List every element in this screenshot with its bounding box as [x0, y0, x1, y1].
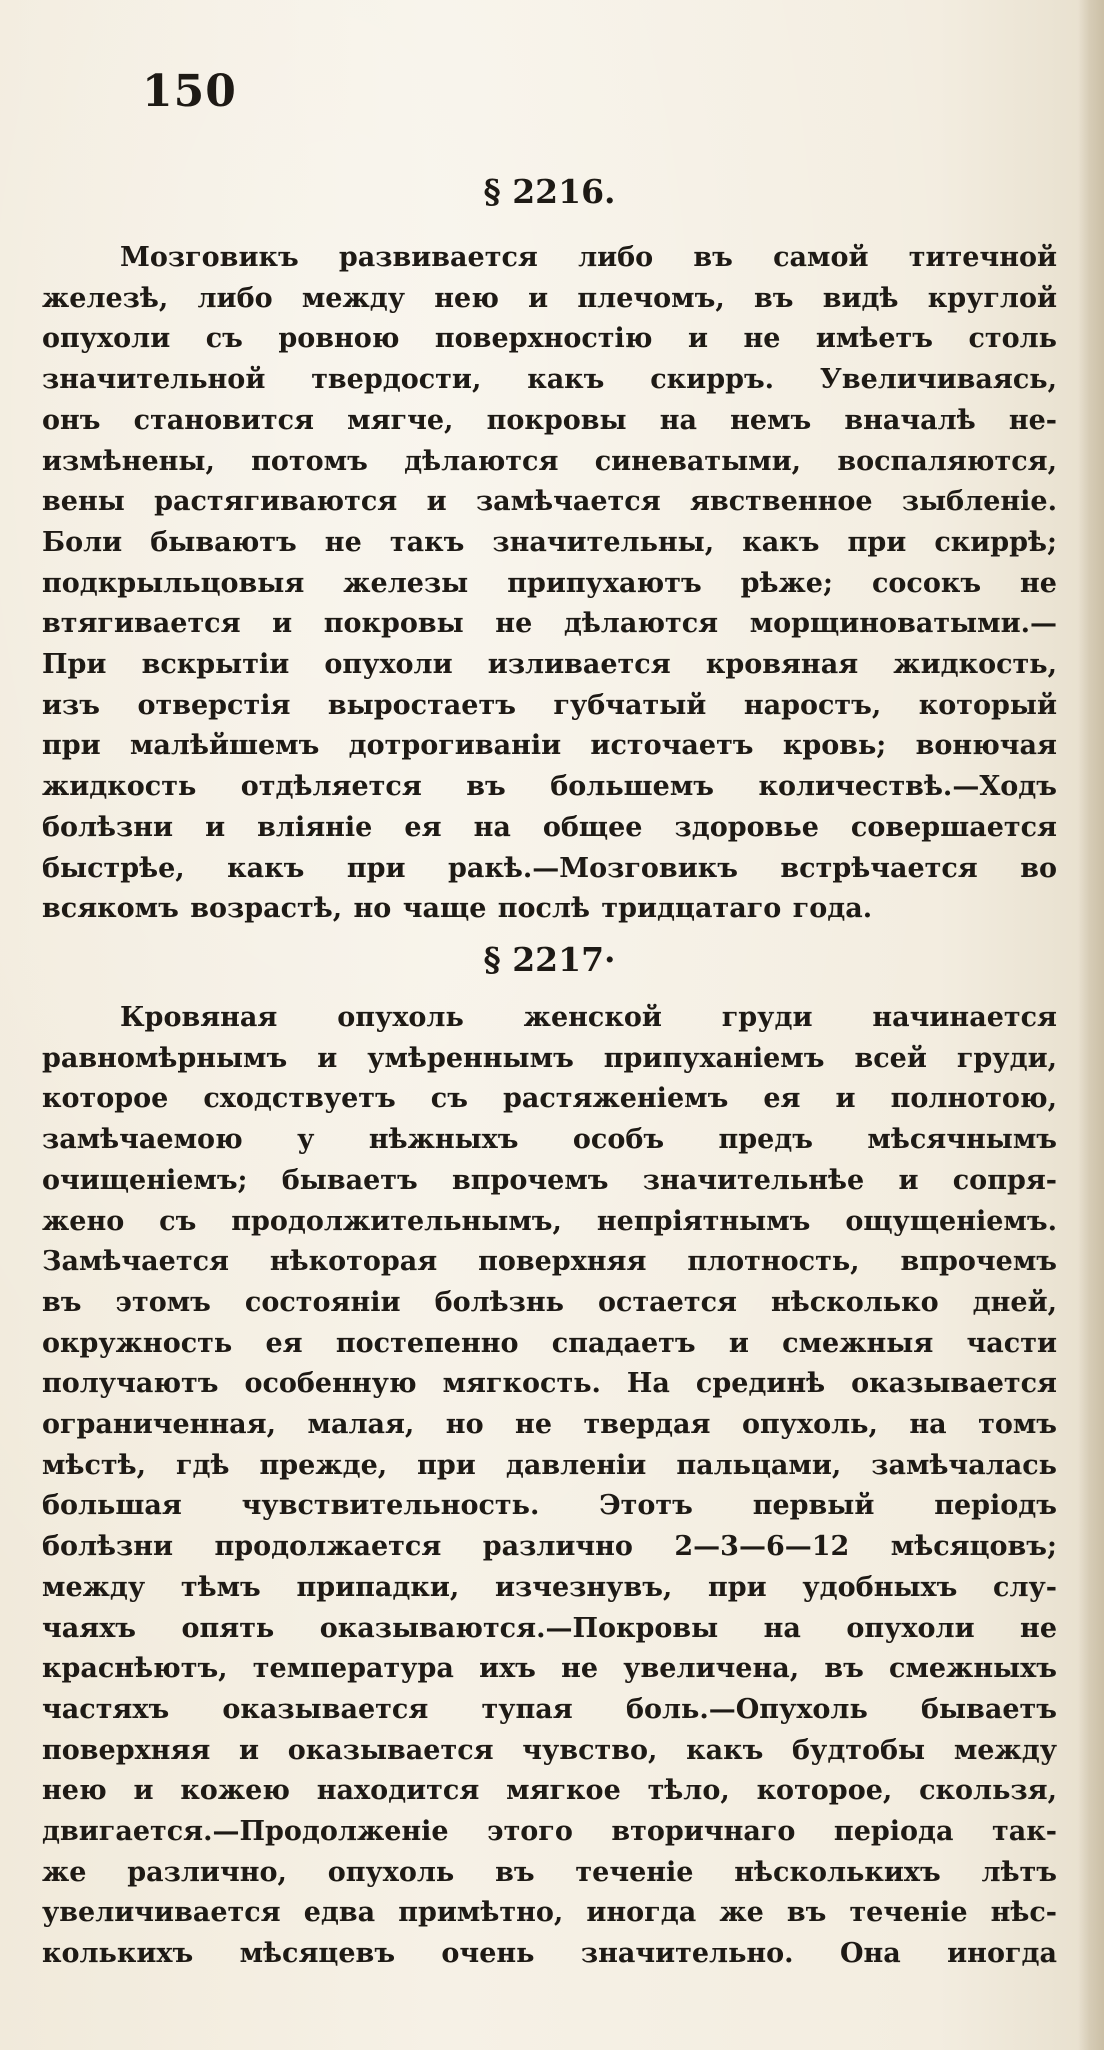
- text-line: подкрыльцовыя железы припухаютъ рѣже; сосокъ не: [42, 567, 1057, 599]
- text-line: жено съ продолжительнымъ, непріятнымъ ощущеніемъ.: [42, 1205, 1057, 1237]
- text-line: краснѣютъ, температура ихъ не увеличена, въ смежныхъ: [42, 1653, 1057, 1685]
- section-heading-2216: § 2216.: [483, 172, 616, 211]
- page-number: 150: [142, 66, 237, 117]
- text-line: Кровяная опухоль женской груди начинается: [120, 1002, 1057, 1033]
- text-line: болѣзни продолжается различно 2—3—6—12 мѣсяцовъ;: [42, 1531, 1057, 1563]
- text-line: ограниченная, малая, но не твердая опухоль, на томъ: [42, 1409, 1057, 1441]
- text-line: между тѣмъ припадки, изчезнувъ, при удобныхъ слу-: [42, 1571, 1057, 1603]
- text-line: Мозговикъ развивается либо въ самой титечной: [120, 242, 1057, 273]
- text-line: значительной твердости, какъ скирръ. Увеличиваясь,: [42, 364, 1057, 396]
- paragraph-2216: [42, 238, 1057, 930]
- text-line: поверхняя и оказывается чувство, какъ будтобы между: [42, 1734, 1057, 1766]
- text-line: получаютъ особенную мягкость. На срединѣ оказывается: [42, 1368, 1057, 1400]
- text-line: которое сходствуетъ съ растяженіемъ ея и полнотою,: [42, 1083, 1057, 1115]
- text-line: изъ отверстія выростаетъ губчатый наростъ, который: [42, 689, 1057, 721]
- text-line: железѣ, либо между нею и плечомъ, въ видѣ круглой: [42, 282, 1057, 314]
- text-line: втягивается и покровы не дѣлаются морщиноватыми.—: [42, 608, 1057, 640]
- text-line: онъ становится мягче, покровы на немъ вначалѣ не-: [42, 404, 1057, 436]
- text-line: Боли бываютъ не такъ значительны, какъ при скиррѣ;: [42, 526, 1057, 558]
- text-line: опухоли съ ровною поверхностію и не имѣетъ столь: [42, 323, 1057, 355]
- text-line: частяхъ оказывается тупая боль.—Опухоль бываетъ: [42, 1693, 1057, 1725]
- text-line: быстрѣе, какъ при ракѣ.—Мозговикъ встрѣчается во: [42, 852, 1057, 884]
- text-line: колькихъ мѣсяцевъ очень значительно. Она иногда: [42, 1938, 1057, 1970]
- text-line: въ этомъ состояніи болѣзнь остается нѣсколько дней,: [42, 1286, 1057, 1318]
- text-line: вены растягиваются и замѣчается явственное зыбленіе.: [42, 486, 1057, 518]
- section-heading-2217: § 2217·: [483, 940, 616, 979]
- text-line: же различно, опухоль въ теченіе нѣсколькихъ лѣтъ: [42, 1856, 1057, 1888]
- text-line: окружность ея постепенно спадаетъ и смежныя части: [42, 1327, 1057, 1359]
- text-line: измѣнены, потомъ дѣлаются синеватыми, воспаляются,: [42, 445, 1057, 477]
- text-line: двигается.—Продолженіе этого вторичнаго періода так-: [42, 1816, 1057, 1848]
- text-line: большая чувствительность. Этотъ первый періодъ: [42, 1490, 1057, 1522]
- text-line: чаяхъ опять оказываются.—Покровы на опухоли не: [42, 1612, 1057, 1644]
- text-line: болѣзни и вліяніе ея на общее здоровье совершается: [42, 811, 1057, 843]
- text-line: замѣчаемою у нѣжныхъ особъ предъ мѣсячнымъ: [42, 1124, 1057, 1156]
- text-line: при малѣйшемъ дотрогиваніи источаетъ кровь; вонючая: [42, 730, 1057, 762]
- page-gutter-shadow: [1078, 0, 1104, 2050]
- text-line: нею и кожею находится мягкое тѣло, которое, скользя,: [42, 1775, 1057, 1807]
- text-line: очищеніемъ; бываетъ впрочемъ значительнѣе и сопря-: [42, 1164, 1057, 1196]
- text-line: всякомъ возрастѣ, но чаще послѣ тридцатаго года.: [42, 893, 873, 925]
- text-line: мѣстѣ, гдѣ прежде, при давленіи пальцами, замѣчалась: [42, 1449, 1057, 1481]
- paragraph-2217: [42, 998, 1057, 1975]
- text-line: равномѣрнымъ и умѣреннымъ припуханіемъ всей груди,: [42, 1042, 1057, 1074]
- text-line: увеличивается едва примѣтно, иногда же въ теченіе нѣс-: [42, 1897, 1057, 1929]
- text-line: жидкость отдѣляется въ большемъ количествѣ.—Ходъ: [42, 771, 1057, 803]
- text-line: Замѣчается нѣкоторая поверхняя плотность, впрочемъ: [42, 1246, 1057, 1278]
- text-line: При вскрытіи опухоли изливается кровяная жидкость,: [42, 649, 1057, 681]
